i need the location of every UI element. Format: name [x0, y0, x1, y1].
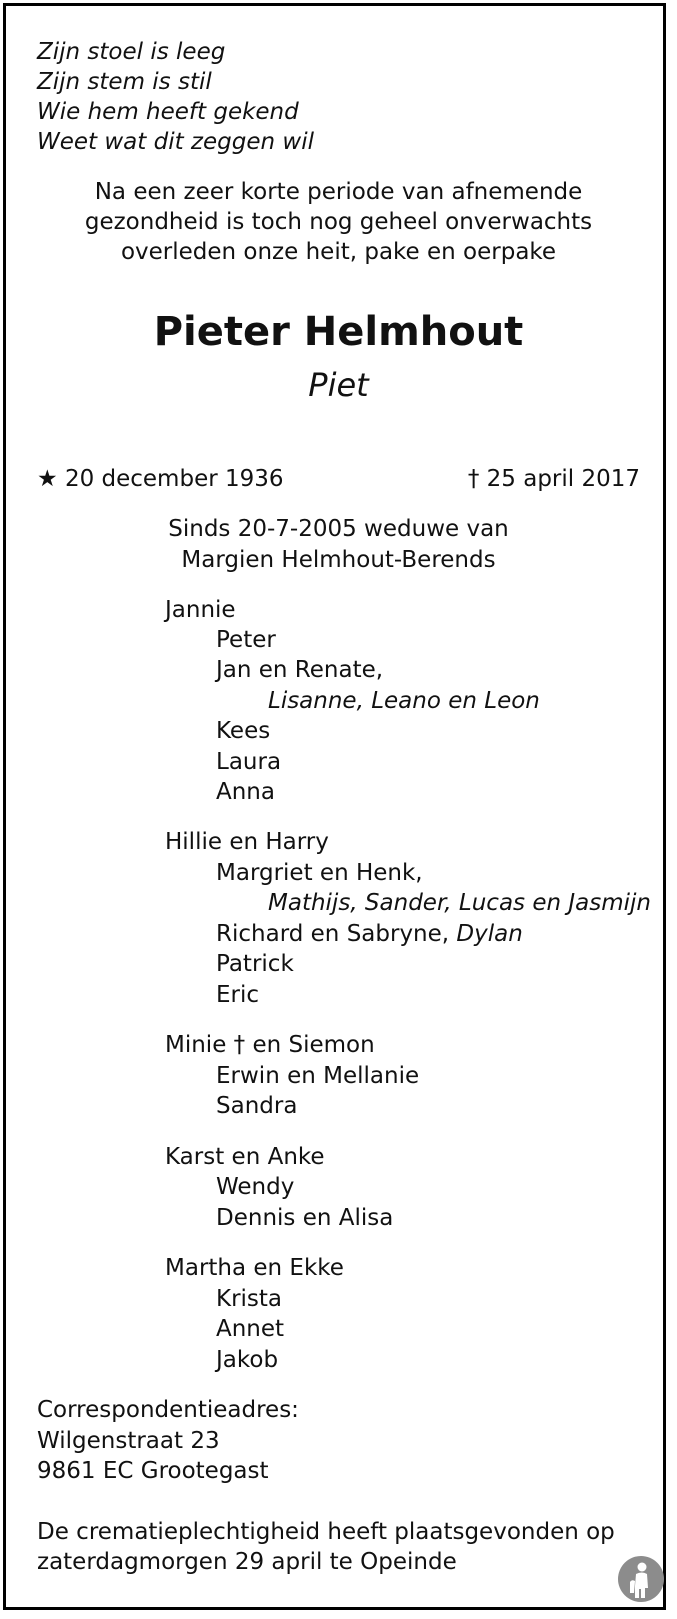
family-member: Kees	[216, 718, 271, 744]
family-member: Jan en Renate,	[216, 657, 384, 683]
correspondence-label: Correspondentieadres:	[37, 1397, 299, 1423]
star-icon: ★	[37, 466, 58, 492]
family-head: Martha en Ekke	[165, 1255, 344, 1281]
intro-line: overleden onze heit, pake en oerpake	[120, 239, 557, 265]
family-head: Jannie	[165, 597, 236, 623]
family-member: Sandra	[216, 1093, 298, 1119]
cross-icon: †	[467, 466, 480, 492]
family-member: Peter	[216, 627, 276, 653]
poem-line: Wie hem heeft gekend	[37, 99, 299, 125]
family-member: Krista	[216, 1286, 283, 1312]
poem-line: Zijn stem is stil	[37, 69, 212, 95]
family-head: Karst en Anke	[165, 1144, 325, 1170]
correspondence-city: 9861 EC Grootegast	[37, 1458, 269, 1484]
grandchildren: Mathijs, Sander, Lucas en Jasmijn	[268, 890, 651, 916]
family-member: Erwin en Mellanie	[216, 1063, 420, 1089]
poem-line: Weet wat dit zeggen wil	[37, 129, 314, 155]
birth-date: ★ 20 december 1936	[37, 466, 284, 492]
ceremony-line: De crematieplechtigheid heeft plaatsgevonden op	[37, 1519, 615, 1545]
grandchildren: Lisanne, Leano en Leon	[268, 688, 540, 714]
family-member: Margriet en Henk,	[216, 860, 423, 886]
deceased-name: Pieter Helmhout	[153, 309, 524, 355]
person-silhouette-icon	[617, 1555, 665, 1603]
death-date: † 25 april 2017	[467, 466, 640, 492]
family-head: Minie † en Siemon	[165, 1032, 375, 1058]
deceased-nickname: Piet	[308, 366, 369, 404]
family-member: Patrick	[216, 951, 294, 977]
intro-line: gezondheid is toch nog geheel onverwachts	[84, 209, 593, 235]
family-head: Hillie en Harry	[165, 829, 329, 855]
family-member: Annet	[216, 1316, 285, 1342]
family-member: Eric	[216, 982, 260, 1008]
widower-line: Margien Helmhout-Berends	[181, 547, 496, 573]
family-member: Wendy	[216, 1174, 295, 1200]
correspondence-street: Wilgenstraat 23	[37, 1428, 220, 1454]
intro-line: Na een zeer korte periode van afnemende	[94, 179, 583, 205]
family-member: Dennis en Alisa	[216, 1205, 394, 1231]
ceremony-line: zaterdagmorgen 29 april te Opeinde	[37, 1549, 457, 1575]
poem-line: Zijn stoel is leeg	[37, 39, 226, 65]
family-member: Laura	[216, 749, 282, 775]
family-member: Anna	[216, 779, 275, 805]
family-member: Jakob	[216, 1347, 279, 1373]
grandchildren: Dylan	[456, 921, 523, 947]
family-member: Richard en Sabryne, Dylan	[216, 921, 523, 947]
widower-line: Sinds 20-7-2005 weduwe van	[168, 516, 509, 542]
